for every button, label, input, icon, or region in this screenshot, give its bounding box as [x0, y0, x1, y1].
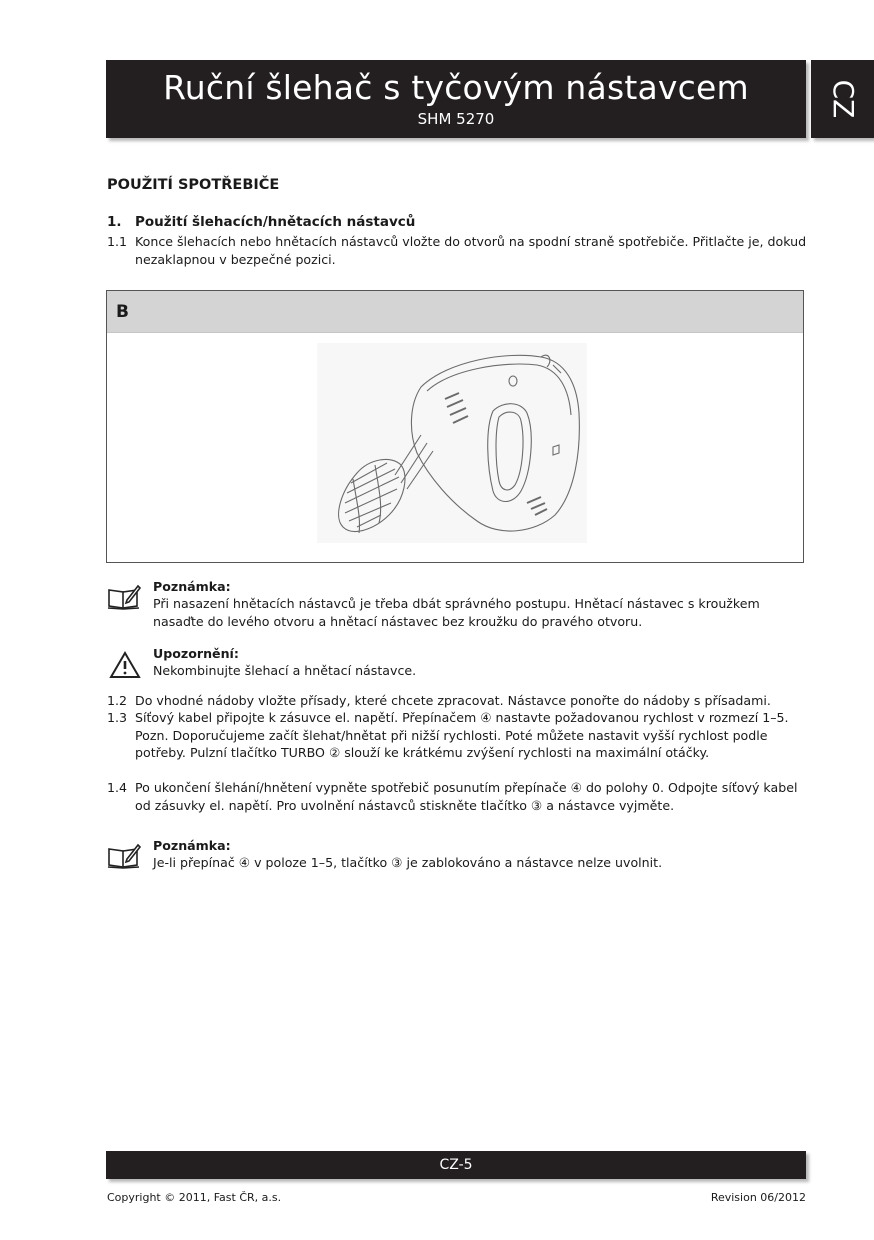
- note-1: [107, 578, 807, 630]
- step-text: Do vhodné nádoby vložte přísady, které chcete zpracovat. Nástavce ponořte do nádoby s přísadami.: [135, 693, 771, 708]
- hand-mixer-illustration: [317, 343, 587, 543]
- step-text: Síťový kabel připojte k zásuvce el. napětí. Přepínačem ④ nastavte požadovanou rychlost v rozmezí 1–5.: [135, 710, 789, 725]
- section-title: POUŽITÍ SPOTŘEBIČE: [107, 177, 280, 193]
- step-text: Po ukončení šlehání/hnětení vypněte spotřebič posunutím přepínače ④ do polohy 0. Odpojte síťový kabel od zásuvky el. napětí. Pro uvolnění nástavců stiskněte tlačítko ③ a nástavce vyjměte.: [135, 780, 798, 813]
- language-tab-label: CZ: [826, 79, 860, 119]
- step-1-1: [107, 233, 807, 268]
- step-1-3: [107, 709, 807, 762]
- subsection-heading: [107, 214, 415, 230]
- model-number: SHM 5270: [417, 110, 495, 128]
- step-number: 1.3: [107, 710, 128, 725]
- revision: Revision 06/2012: [710, 1191, 806, 1204]
- note-text: Při nasazení hnětacích nástavců je třeba dbát správného postupu. Hnětací nástavec s kroužkem nasaďte do levého otvoru a hnětací nástavec bez kroužku do pravého otvoru.: [153, 596, 760, 629]
- page-number-bar: [106, 1151, 806, 1179]
- page-number: CZ-5: [439, 1157, 473, 1173]
- book-pen-icon: [107, 584, 141, 610]
- subsection-number: 1.: [107, 214, 122, 230]
- warning-heading: Upozornění:: [153, 646, 239, 661]
- page-title: Ruční šlehač s tyčovým nástavcem: [163, 68, 749, 107]
- language-tab: [811, 60, 874, 138]
- header-bar: [106, 60, 806, 138]
- note-heading: Poznámka:: [153, 838, 231, 853]
- note-heading: Poznámka:: [153, 579, 231, 594]
- book-pen-icon: [107, 843, 141, 869]
- step-1-2: [107, 692, 807, 710]
- step-number: 1.2: [107, 693, 128, 708]
- step-number: 1.1: [107, 234, 128, 249]
- subsection-title: Použití šlehacích/hnětacích nástavců: [135, 214, 416, 230]
- copyright: Copyright © 2011, Fast ČR, a.s.: [107, 1191, 282, 1204]
- figure-b: [106, 290, 804, 563]
- warning-text: Nekombinujte šlehací a hnětací nástavce.: [153, 663, 417, 678]
- note-text: Je-li přepínač ④ v poloze 1–5, tlačítko ③ je zablokováno a nástavce nelze uvolnit.: [153, 855, 663, 870]
- step-text: Konce šlehacích nebo hnětacích nástavců vložte do otvorů na spodní straně spotřebiče. Přitlačte je, dokud nezaklapnou v bezpečné pozici.: [135, 234, 807, 267]
- note-2: [107, 837, 807, 872]
- warning-note: [107, 645, 807, 680]
- figure-label: B: [107, 291, 803, 333]
- step-number: 1.4: [107, 780, 128, 795]
- step-note-text: Pozn. Doporučujeme začít šlehat/hnětat při nižší rychlosti. Poté můžete nastavit vyšší rychlost podle potřeby. Pulzní tlačítko TURBO ② slouží ke krátkému zvýšení rychlosti na maximální otáčky.: [135, 727, 768, 761]
- step-1-4: [107, 779, 807, 814]
- warning-triangle-icon: [109, 651, 141, 679]
